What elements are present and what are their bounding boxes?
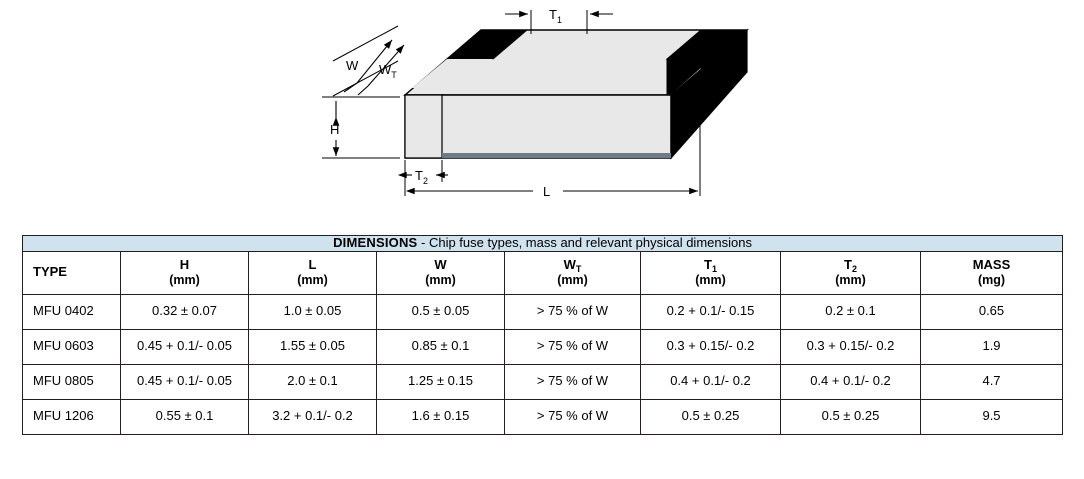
header-h: [121, 251, 249, 294]
table-row: [23, 294, 1063, 329]
cell-wt: > 75 % of W: [505, 364, 641, 399]
header-l-unit: (mm): [297, 273, 328, 288]
header-type: [23, 251, 121, 294]
label-l: L: [543, 184, 551, 199]
header-h-unit: (mm): [169, 273, 200, 288]
header-wt-unit: (mm): [557, 273, 588, 288]
label-w: W: [346, 58, 359, 73]
header-t1: [641, 251, 781, 294]
header-w: [377, 251, 505, 294]
dimensions-table: [22, 235, 1063, 435]
w-arrow-tail: [344, 83, 357, 92]
cell-wt: > 75 % of W: [505, 329, 641, 364]
cell-wt: > 75 % of W: [505, 399, 641, 434]
cell-type: MFU 0603: [23, 329, 121, 364]
cell-type: MFU 0402: [23, 294, 121, 329]
label-t1: $T_1$: [549, 7, 562, 25]
cell-l: 2.0 ± 0.1: [249, 364, 377, 399]
dimension-diagram: [0, 0, 1084, 222]
header-t1-sub: 1: [711, 264, 717, 275]
cell-mass: 9.5: [921, 399, 1063, 434]
table-row: [23, 399, 1063, 434]
table-title-cell: [23, 236, 1063, 252]
header-wt-label: W: [563, 257, 576, 273]
header-mass-label: MASS: [972, 257, 1011, 273]
dimensions-table-wrap: [22, 235, 1062, 435]
header-wt-sub: T: [575, 264, 582, 275]
label-wt: $W_T$: [379, 62, 397, 80]
cell-h: 0.55 ± 0.1: [121, 399, 249, 434]
table-row: [23, 329, 1063, 364]
header-wt: [505, 251, 641, 294]
cell-w: 1.6 ± 0.15: [377, 399, 505, 434]
cell-type: MFU 1206: [23, 399, 121, 434]
cell-l: 3.2 + 0.1/- 0.2: [249, 399, 377, 434]
cell-mass: 1.9: [921, 329, 1063, 364]
label-h: H: [330, 122, 340, 137]
cell-type: MFU 0805: [23, 364, 121, 399]
header-t2-unit: (mm): [835, 273, 866, 288]
label-t2: $T_2$: [415, 168, 428, 186]
cell-t2: 0.5 ± 0.25: [781, 399, 921, 434]
header-l: [249, 251, 377, 294]
header-t1-label: T: [704, 257, 712, 273]
cell-l: 1.55 ± 0.05: [249, 329, 377, 364]
cell-w: 1.25 ± 0.15: [377, 364, 505, 399]
table-body: [23, 294, 1063, 434]
header-w-unit: (mm): [425, 273, 456, 288]
cell-t1: 0.4 + 0.1/- 0.2: [641, 364, 781, 399]
header-type-label: TYPE: [33, 264, 67, 280]
cell-w: 0.5 ± 0.05: [377, 294, 505, 329]
header-l-label: L: [308, 257, 317, 273]
cell-w: 0.85 ± 0.1: [377, 329, 505, 364]
table-title-rest: - Chip fuse types, mass and relevant physical dimensions: [417, 235, 752, 250]
cell-h: 0.45 + 0.1/- 0.05: [121, 329, 249, 364]
header-w-label: W: [434, 257, 447, 273]
cell-mass: 4.7: [921, 364, 1063, 399]
header-h-label: H: [179, 257, 190, 273]
table-title-row: [23, 236, 1063, 252]
header-t1-unit: (mm): [695, 273, 726, 288]
cell-t2: 0.3 + 0.15/- 0.2: [781, 329, 921, 364]
table-row: [23, 364, 1063, 399]
chip-bottom-strip: [442, 153, 671, 158]
terminal-front-left: [405, 95, 442, 158]
table-title-strong: DIMENSIONS: [333, 235, 418, 250]
cell-h: 0.32 ± 0.07: [121, 294, 249, 329]
wt-arrow-tail: [358, 86, 368, 95]
cell-t1: 0.2 + 0.1/- 0.15: [641, 294, 781, 329]
w-guide-top: [333, 26, 398, 61]
cell-t2: 0.4 + 0.1/- 0.2: [781, 364, 921, 399]
cell-t2: 0.2 ± 0.1: [781, 294, 921, 329]
cell-t1: 0.5 ± 0.25: [641, 399, 781, 434]
header-t2-sub: 2: [851, 264, 857, 275]
cell-h: 0.45 + 0.1/- 0.05: [121, 364, 249, 399]
header-mass-unit: (mg): [977, 273, 1006, 288]
cell-wt: > 75 % of W: [505, 294, 641, 329]
chip-front-face: [405, 95, 671, 158]
header-t2: [781, 251, 921, 294]
cell-t1: 0.3 + 0.15/- 0.2: [641, 329, 781, 364]
table-header-row: [23, 251, 1063, 294]
cell-mass: 0.65: [921, 294, 1063, 329]
header-mass: [921, 251, 1063, 294]
header-t2-label: T: [844, 257, 852, 273]
cell-l: 1.0 ± 0.05: [249, 294, 377, 329]
